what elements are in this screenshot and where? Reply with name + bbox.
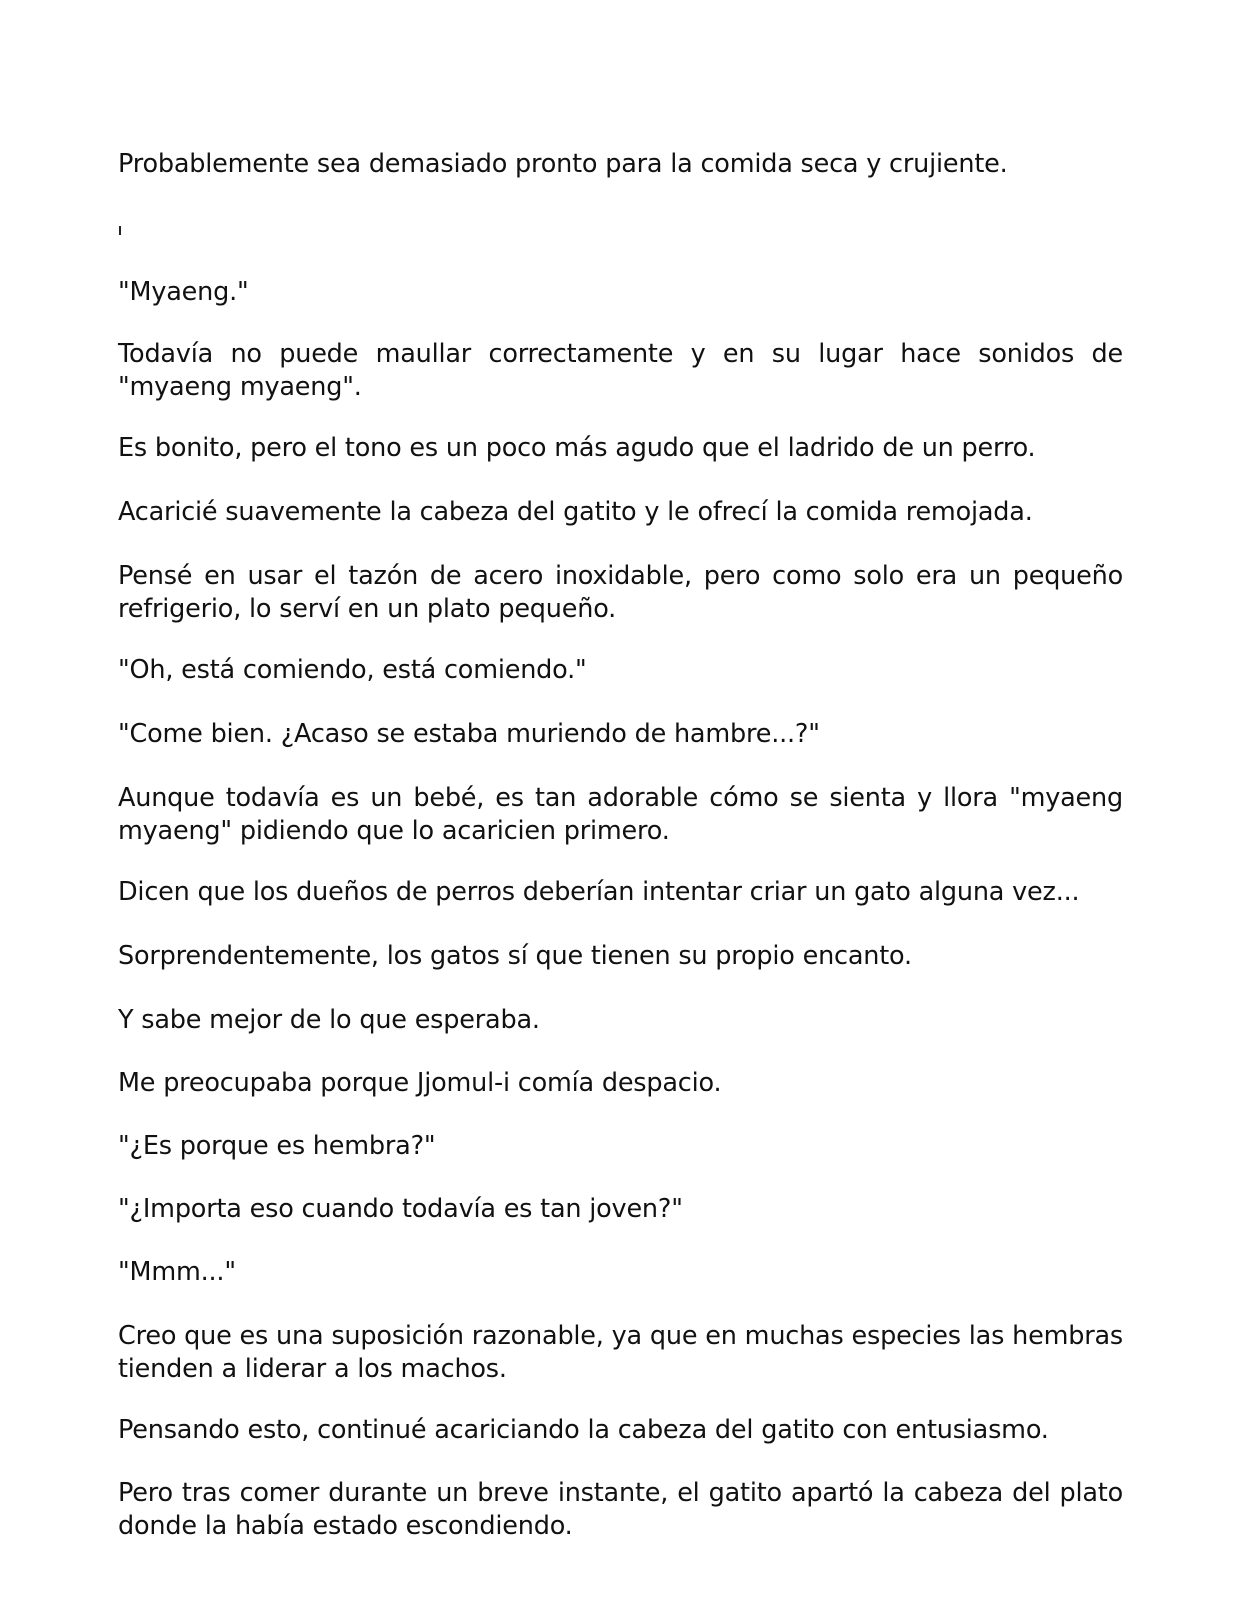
paragraph: "Come bien. ¿Acaso se estaba muriendo de hambre...?" bbox=[118, 719, 820, 749]
paragraph: Todavía no puede maullar correctamente y en su lugar hace sonidos de "myaeng myaeng". bbox=[118, 339, 1123, 402]
stray-mark bbox=[119, 226, 121, 235]
paragraph: Probablemente sea demasiado pronto para la comida seca y crujiente. bbox=[118, 149, 1008, 179]
paragraph: Pensé en usar el tazón de acero inoxidable, pero como solo era un pequeño refrigerio, lo serví en un plato pequeño. bbox=[118, 561, 1123, 624]
paragraph: "Myaeng." bbox=[118, 277, 249, 307]
paragraph: Sorprendentemente, los gatos sí que tienen su propio encanto. bbox=[118, 941, 912, 971]
paragraph: Aunque todavía es un bebé, es tan adorable cómo se sienta y llora "myaeng myaeng" pidiendo que lo acaricien primero. bbox=[118, 783, 1123, 846]
paragraph: Pero tras comer durante un breve instante, el gatito apartó la cabeza del plato donde la había estado escondiendo. bbox=[118, 1478, 1123, 1541]
paragraph: Y sabe mejor de lo que esperaba. bbox=[118, 1005, 540, 1035]
paragraph: "¿Es porque es hembra?" bbox=[118, 1131, 436, 1161]
paragraph: Dicen que los dueños de perros deberían intentar criar un gato alguna vez... bbox=[118, 877, 1080, 907]
paragraph: Creo que es una suposición razonable, ya que en muchas especies las hembras tienden a liderar a los machos. bbox=[118, 1321, 1123, 1384]
paragraph: "¿Importa eso cuando todavía es tan joven?" bbox=[118, 1194, 683, 1224]
paragraph: Me preocupaba porque Jjomul-i comía despacio. bbox=[118, 1068, 722, 1098]
paragraph: Pensando esto, continué acariciando la cabeza del gatito con entusiasmo. bbox=[118, 1415, 1049, 1445]
paragraph: "Mmm..." bbox=[118, 1257, 236, 1287]
paragraph: Es bonito, pero el tono es un poco más agudo que el ladrido de un perro. bbox=[118, 433, 1036, 463]
paragraph: Acaricié suavemente la cabeza del gatito y le ofrecí la comida remojada. bbox=[118, 497, 1033, 527]
paragraph: "Oh, está comiendo, está comiendo." bbox=[118, 655, 587, 685]
